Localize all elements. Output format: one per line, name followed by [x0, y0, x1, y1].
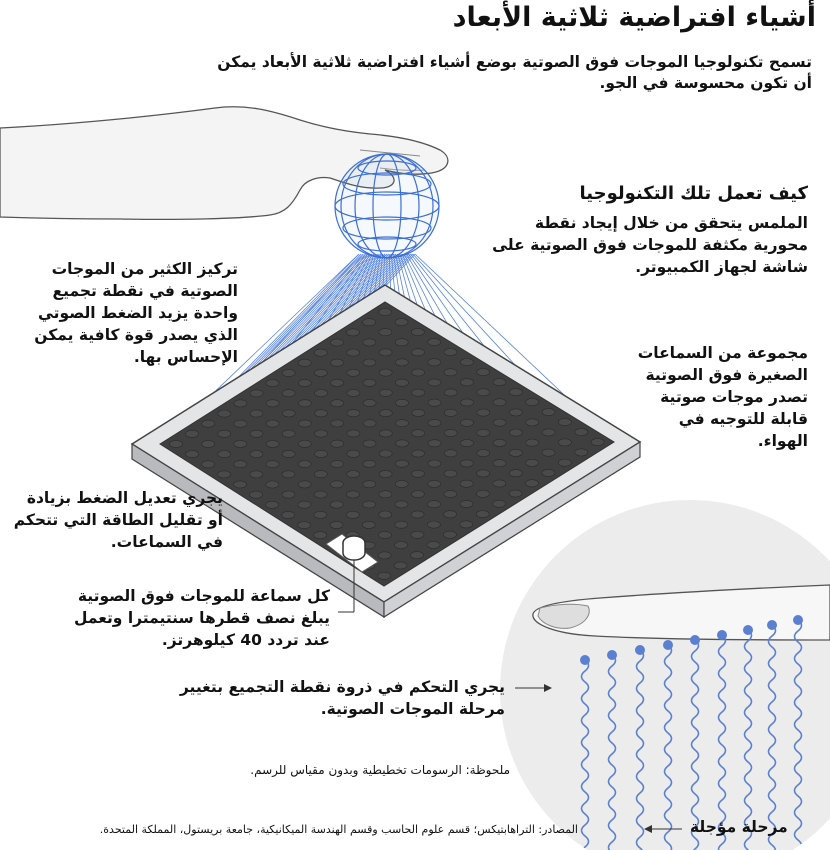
speaker-dot: [493, 500, 506, 507]
speaker-dot: [428, 440, 441, 447]
speaker-dot: [218, 430, 231, 437]
speaker-dot: [575, 449, 588, 456]
speaker-dot: [250, 451, 263, 458]
speaker-dot: [314, 471, 327, 478]
focal-sphere: [335, 154, 439, 258]
speaker-dot: [363, 399, 376, 406]
finger-inset: [500, 500, 830, 850]
speaker-dot: [266, 481, 279, 488]
speaker-dot: [282, 410, 295, 417]
speaker-dot: [444, 511, 457, 518]
speaker-dot: [298, 481, 311, 488]
speaker-dot: [395, 339, 408, 346]
speaker-dot: [396, 440, 409, 447]
speaker-dot: [378, 572, 391, 579]
speaker-dot: [330, 501, 343, 508]
wave-peak-dot: [717, 630, 727, 640]
speaker-dot: [378, 531, 391, 538]
modulation-annotation: يجري تعديل الضغط بزيادة أو تقليل الطاقة التي تتحكم في السماعات.: [13, 489, 223, 551]
speaker-dot: [444, 429, 457, 436]
speaker-dot: [378, 552, 391, 559]
sources-credit: المصادر: التراهابتيكس؛ قسم علوم الحاسب وقسم الهندسة الميكانيكية، جامعة بريستول، المملكة المتحدة.: [99, 823, 578, 836]
speaker-dot: [412, 389, 425, 396]
speaker-dot: [266, 420, 279, 427]
subtitle: تسمح تكنولوجيا الموجات فوق الصوتية بوضع أشياء افتراضية ثلاثية الأبعاد يمكن أن تكون محسوسة في الجو.: [217, 53, 812, 92]
speaker-dot: [202, 461, 215, 468]
speaker-dot: [476, 510, 489, 517]
array-annotation: مجموعة من السماعات الصغيرة فوق الصوتية تصدر موجات صوتية قابلة للتوجيه في الهواء.: [637, 344, 808, 450]
wave-peak-dot: [635, 645, 645, 655]
speaker-dot: [444, 369, 457, 376]
speaker-dot: [266, 400, 279, 407]
speaker-dot: [509, 449, 522, 456]
speaker-dot: [202, 420, 215, 427]
speaker-dot: [330, 481, 343, 488]
wave-peak-dot: [767, 620, 777, 630]
speaker-dot: [282, 450, 295, 457]
speaker-dot: [347, 389, 360, 396]
speaker-dot: [363, 359, 376, 366]
speaker-dot: [282, 390, 295, 397]
speaker-dot: [509, 490, 522, 497]
speaker-dot: [493, 439, 506, 446]
speaker-dot: [509, 389, 522, 396]
speaker-dot: [170, 440, 183, 447]
speaker-dot: [234, 440, 247, 447]
speaker-dot: [347, 369, 360, 376]
focus-annotation: تركيز الكثير من الموجات الصوتية في نقطة تجميع واحدة يزيد الضغط الصوتي الذي يصدر قوة كافية يمكن الإحساس بها.: [34, 260, 238, 366]
speaker-dot: [412, 470, 425, 477]
wave-peak-dot: [580, 655, 590, 665]
speaker-dot: [460, 521, 473, 528]
speaker-dot: [379, 430, 392, 437]
speaker-dot: [347, 329, 360, 336]
speaker-dot: [363, 379, 376, 386]
speaker-dot: [427, 521, 440, 528]
speaker-dot: [526, 480, 539, 487]
speaker-dot: [396, 420, 409, 427]
speaker-dot: [509, 429, 522, 436]
speaker-dot: [428, 379, 441, 386]
speaker-dot: [282, 430, 295, 437]
speaker-dot: [428, 399, 441, 406]
speaker-dot: [218, 451, 231, 458]
speaker-dot: [509, 470, 522, 477]
speaker-dot: [396, 379, 409, 386]
speaker-dot: [411, 511, 424, 518]
speaker-dot: [412, 430, 425, 437]
speaker-dot: [379, 511, 392, 518]
speaker-dot: [444, 470, 457, 477]
speaker-dot: [347, 471, 360, 478]
speaker-dot: [395, 542, 408, 549]
speaker-dot: [411, 552, 424, 559]
speaker-dot: [412, 450, 425, 457]
speaker-dot: [493, 379, 506, 386]
page-title: أشياء افتراضية ثلاثية الأبعاد: [452, 2, 816, 33]
speaker-dot: [493, 399, 506, 406]
speaker-dot: [331, 400, 344, 407]
speaker-dot: [314, 369, 327, 376]
speaker-dot: [298, 522, 311, 529]
speaker-dot: [461, 440, 474, 447]
speaker-dot: [331, 440, 344, 447]
speaker-dot: [234, 420, 247, 427]
speaker-dot: [526, 419, 539, 426]
speaker-dot: [266, 461, 279, 468]
speaker-dot: [526, 399, 539, 406]
speaker-dot: [395, 359, 408, 366]
footnote: ملحوظة: الرسومات تخطيطية وبدون مقياس للرسم.: [250, 763, 510, 777]
speaker-dot: [526, 459, 539, 466]
speaker-dot: [575, 429, 588, 436]
speaker-dot: [282, 511, 295, 518]
speaker-dot: [186, 430, 199, 437]
speaker-dot: [330, 521, 343, 528]
speaker-dot: [428, 480, 441, 487]
speaker-dot: [460, 359, 473, 366]
speaker-dot: [379, 410, 392, 417]
speaker-dot: [347, 410, 360, 417]
speaker-dot: [266, 380, 279, 387]
speaker-dot: [411, 531, 424, 538]
speaker-dot: [395, 319, 408, 326]
speaker-dot: [347, 430, 360, 437]
speaker-dot: [395, 480, 408, 487]
speaker-dot: [526, 439, 539, 446]
speaker-dot: [331, 379, 344, 386]
speaker-dot: [331, 460, 344, 467]
speaker-dot: [542, 409, 555, 416]
speaker-dot: [427, 541, 440, 548]
speaker-dot: [461, 399, 474, 406]
speaker-dot: [444, 490, 457, 497]
speaker-dot: [234, 481, 247, 488]
speaker-dot: [298, 400, 311, 407]
speaker-dot: [298, 461, 311, 468]
speaker-dot: [444, 349, 457, 356]
speaker-dot: [379, 309, 392, 316]
speaker-dot: [542, 449, 555, 456]
speaker-dot: [379, 470, 392, 477]
speaker-dot: [379, 349, 392, 356]
speaker-dot: [558, 439, 571, 446]
speaker-dot: [509, 409, 522, 416]
speaker-dot: [493, 460, 506, 467]
speaker-dot: [477, 470, 490, 477]
speaker-dot: [394, 562, 407, 569]
speaker-dot: [250, 491, 263, 498]
speaker-dot: [298, 440, 311, 447]
wave-peak-dot: [743, 625, 753, 635]
speaker-dot: [379, 329, 392, 336]
speaker-dot: [362, 521, 375, 528]
speaker-dot: [379, 369, 392, 376]
speaker-dot: [542, 469, 555, 476]
speaker-dot: [460, 500, 473, 507]
speaker-dot: [428, 501, 441, 508]
speaker-dot: [379, 389, 392, 396]
speaker-dot: [395, 521, 408, 528]
speaker-dot: [315, 390, 328, 397]
speaker-annotation: كل سماعة للموجات فوق الصوتية يبلغ نصف قطرها سنتيمترا وتعمل عند تردد 40 كيلوهرتز.: [74, 587, 330, 649]
speaker-dot: [428, 460, 441, 467]
speaker-dot: [186, 451, 199, 458]
speaker-dot: [542, 429, 555, 436]
speaker-dot: [591, 439, 604, 446]
speaker-dot: [266, 440, 279, 447]
speaker-dot: [395, 501, 408, 508]
speaker-dot: [412, 349, 425, 356]
speaker-dot: [476, 490, 489, 497]
speaker-dot: [363, 420, 376, 427]
speaker-dot: [347, 450, 360, 457]
speaker-dot: [314, 349, 327, 356]
speaker-dot: [218, 471, 231, 478]
speaker-dot: [331, 420, 344, 427]
speaker-dot: [460, 480, 473, 487]
speaker-dot: [363, 440, 376, 447]
speaker-dot: [379, 491, 392, 498]
speaker-dot: [346, 511, 359, 518]
speaker-dot: [234, 461, 247, 468]
speaker-dot: [314, 511, 327, 518]
speaker-dot: [331, 359, 344, 366]
speaker-dot: [282, 471, 295, 478]
speaker-dot: [218, 410, 231, 417]
speaker-dot: [282, 369, 295, 376]
speaker-dot: [330, 339, 343, 346]
speaker-dot: [266, 501, 279, 508]
how-it-works-heading: كيف تعمل تلك التكنولوجيا: [579, 183, 808, 204]
speaker-dot: [314, 532, 327, 539]
speaker-dot: [298, 420, 311, 427]
speaker-dot: [477, 429, 490, 436]
speaker-dot: [411, 491, 424, 498]
speaker-dot: [443, 531, 456, 538]
modulated-phase-label: مرحلة مؤجلة: [690, 818, 788, 836]
speaker-dot: [428, 339, 441, 346]
speaker-dot: [428, 359, 441, 366]
speaker-dot: [347, 491, 360, 498]
speaker-dot: [363, 319, 376, 326]
how-it-works-text: الملمس يتحقق من خلال إيجاد نقطة محورية مكثفة للموجات فوق الصوتية على شاشة لجهاز الكمبيوتر.: [492, 214, 808, 276]
speaker-dot: [493, 480, 506, 487]
speaker-dot: [412, 409, 425, 416]
speaker-dot: [315, 430, 328, 437]
speaker-dot: [444, 450, 457, 457]
speaker-dot: [315, 450, 328, 457]
speaker-dot: [250, 410, 263, 417]
speaker-dot: [298, 359, 311, 366]
speaker-dot: [460, 460, 473, 467]
speaker-dot: [396, 399, 409, 406]
speaker-dot: [347, 349, 360, 356]
speaker-dot: [250, 390, 263, 397]
speaker-dot: [461, 419, 474, 426]
phase-annotation: يجري التحكم في ذروة نقطة التجميع بتغيير مرحلة الموجات الصوتية.: [179, 678, 505, 718]
speaker-dot: [298, 501, 311, 508]
speaker-dot: [250, 430, 263, 437]
speaker-dot: [412, 369, 425, 376]
speaker-dot: [558, 459, 571, 466]
speaker-dot: [493, 419, 506, 426]
speaker-dot: [363, 460, 376, 467]
speaker-dot: [395, 460, 408, 467]
speaker-dot: [363, 501, 376, 508]
speaker-dot: [315, 410, 328, 417]
speaker-dot: [461, 379, 474, 386]
speaker-dot: [428, 419, 441, 426]
speaker-dot: [477, 409, 490, 416]
speaker-dot: [363, 481, 376, 488]
speaker-dot: [363, 339, 376, 346]
speaker-dot: [477, 389, 490, 396]
speaker-dot: [298, 379, 311, 386]
speaker-dot: [202, 440, 215, 447]
wave-peak-dot: [607, 650, 617, 660]
wave-peak-dot: [690, 635, 700, 645]
speaker-dot: [379, 450, 392, 457]
speaker-dot: [558, 419, 571, 426]
speaker-dot: [314, 491, 327, 498]
speaker-dot: [234, 400, 247, 407]
wave-peak-dot: [793, 615, 803, 625]
speaker-dot: [411, 329, 424, 336]
speaker-dot: [477, 450, 490, 457]
speaker-dot: [250, 471, 263, 478]
speaker-dot: [477, 369, 490, 376]
speaker-dot: [444, 409, 457, 416]
wave-peak-dot: [663, 640, 673, 650]
speaker-dot: [444, 389, 457, 396]
speaker-dot: [282, 491, 295, 498]
